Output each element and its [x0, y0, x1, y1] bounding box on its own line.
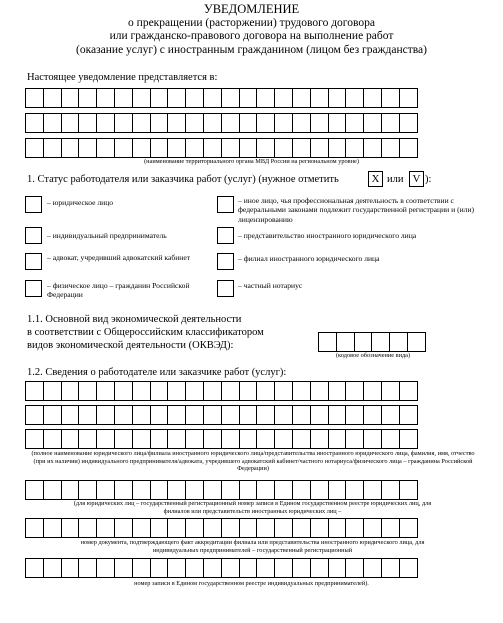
- grid-cell[interactable]: [381, 113, 400, 133]
- grid-cell[interactable]: [381, 480, 400, 500]
- grid-cell[interactable]: [274, 88, 293, 108]
- grid-cell[interactable]: [114, 405, 133, 425]
- grid-cell[interactable]: [221, 429, 240, 449]
- grid-cell[interactable]: [167, 429, 186, 449]
- checkbox-individual-entrepreneur[interactable]: [25, 227, 42, 244]
- grid-cell[interactable]: [239, 405, 258, 425]
- grid-cell[interactable]: [363, 113, 382, 133]
- grid-cell[interactable]: [239, 480, 258, 500]
- label-individual-entrepreneur: – индивидуальный предприниматель: [47, 231, 167, 240]
- label-representative-office: – представительство иностранного юридического лица: [238, 231, 417, 240]
- grid-cell[interactable]: [167, 113, 186, 133]
- organ-caption: (наименование территориального органа МВД России на региональном уровне): [144, 158, 359, 165]
- grid-cell[interactable]: [363, 138, 382, 158]
- grid-cell[interactable]: [328, 405, 347, 425]
- grid-cell[interactable]: [381, 88, 400, 108]
- section11-line-2: в соответствии с Общероссийским классификатором: [27, 327, 264, 338]
- grid-cell[interactable]: [354, 332, 373, 352]
- grid-cell[interactable]: [292, 558, 311, 578]
- grid-cell[interactable]: [399, 88, 418, 108]
- grid-cell[interactable]: [61, 405, 80, 425]
- mark-v-sample: V: [409, 171, 424, 187]
- grid-cell[interactable]: [256, 113, 275, 133]
- grid-cell[interactable]: [96, 381, 115, 401]
- grid-cell[interactable]: [221, 113, 240, 133]
- grid-cell[interactable]: [274, 405, 293, 425]
- grid-cell[interactable]: [239, 429, 258, 449]
- okved-grid[interactable]: [318, 332, 426, 352]
- employer-name-grid-2[interactable]: [25, 405, 418, 425]
- grid-cell[interactable]: [96, 138, 115, 158]
- grid-cell[interactable]: [292, 88, 311, 108]
- grid-cell[interactable]: [150, 558, 169, 578]
- grid-cell[interactable]: [345, 405, 364, 425]
- grid-cell[interactable]: [274, 558, 293, 578]
- grid-cell[interactable]: [328, 518, 347, 538]
- grid-cell[interactable]: [328, 429, 347, 449]
- grid-cell[interactable]: [185, 518, 204, 538]
- grid-cell[interactable]: [25, 88, 44, 108]
- grid-cell[interactable]: [256, 88, 275, 108]
- grid-cell[interactable]: [381, 429, 400, 449]
- grid-cell[interactable]: [221, 138, 240, 158]
- grid-cell[interactable]: [61, 88, 80, 108]
- accreditation-caption: номер документа, подтверждающего факт аккредитации филиала или представительства иностранного юридического лица, для индивидуальных предпринимателей – государственный регистрационный: [80, 539, 425, 554]
- grid-cell[interactable]: [256, 381, 275, 401]
- grid-cell[interactable]: [43, 429, 62, 449]
- title-line-4: (оказание услуг) с иностранным гражданином (лицом без гражданства): [76, 43, 427, 56]
- grid-cell[interactable]: [274, 381, 293, 401]
- grid-cell[interactable]: [78, 558, 97, 578]
- grid-cell[interactable]: [150, 405, 169, 425]
- grid-cell[interactable]: [363, 405, 382, 425]
- grid-cell[interactable]: [328, 480, 347, 500]
- grid-cell[interactable]: [399, 558, 418, 578]
- employer-name-grid-3[interactable]: [25, 429, 418, 449]
- grid-cell[interactable]: [167, 518, 186, 538]
- grid-cell[interactable]: [114, 518, 133, 538]
- grid-cell[interactable]: [43, 518, 62, 538]
- grid-cell[interactable]: [96, 113, 115, 133]
- grid-cell[interactable]: [114, 138, 133, 158]
- grid-cell[interactable]: [318, 332, 337, 352]
- grid-cell[interactable]: [185, 138, 204, 158]
- grid-cell[interactable]: [167, 480, 186, 500]
- grid-cell[interactable]: [328, 138, 347, 158]
- grid-cell[interactable]: [239, 138, 258, 158]
- egrip-grid[interactable]: [25, 558, 418, 578]
- grid-cell[interactable]: [203, 88, 222, 108]
- grid-cell[interactable]: [292, 518, 311, 538]
- grid-cell[interactable]: [43, 113, 62, 133]
- grid-cell[interactable]: [399, 138, 418, 158]
- grid-cell[interactable]: [381, 558, 400, 578]
- grid-cell[interactable]: [114, 88, 133, 108]
- label-notary: – частный нотариус: [238, 281, 303, 290]
- grid-cell[interactable]: [25, 429, 44, 449]
- grid-cell[interactable]: [167, 138, 186, 158]
- grid-cell[interactable]: [132, 429, 151, 449]
- grid-cell[interactable]: [96, 558, 115, 578]
- grid-cell[interactable]: [239, 113, 258, 133]
- okved-caption: (кодовое обозначение вида): [335, 352, 411, 359]
- grid-cell[interactable]: [310, 405, 329, 425]
- grid-cell[interactable]: [185, 88, 204, 108]
- grid-cell[interactable]: [203, 138, 222, 158]
- grid-cell[interactable]: [336, 332, 355, 352]
- grid-cell[interactable]: [61, 558, 80, 578]
- grid-cell[interactable]: [78, 88, 97, 108]
- grid-cell[interactable]: [61, 429, 80, 449]
- grid-cell[interactable]: [371, 332, 390, 352]
- grid-cell[interactable]: [399, 381, 418, 401]
- grid-cell[interactable]: [25, 138, 44, 158]
- grid-cell[interactable]: [61, 480, 80, 500]
- grid-cell[interactable]: [310, 381, 329, 401]
- grid-cell[interactable]: [363, 88, 382, 108]
- section1-text: 1. Статус работодателя или заказчика работ (услуг) (нужное отметить: [27, 174, 339, 185]
- grid-cell[interactable]: [78, 381, 97, 401]
- grid-cell[interactable]: [43, 558, 62, 578]
- grid-cell[interactable]: [78, 405, 97, 425]
- grid-cell[interactable]: [292, 138, 311, 158]
- grid-cell[interactable]: [363, 558, 382, 578]
- title-line-1: УВЕДОМЛЕНИЕ: [203, 2, 300, 16]
- grid-cell[interactable]: [150, 113, 169, 133]
- organ-grid-row-3[interactable]: [25, 138, 418, 158]
- grid-cell[interactable]: [274, 518, 293, 538]
- grid-cell[interactable]: [150, 429, 169, 449]
- grid-cell[interactable]: [363, 381, 382, 401]
- grid-cell[interactable]: [274, 480, 293, 500]
- grid-cell[interactable]: [96, 518, 115, 538]
- grid-cell[interactable]: [292, 405, 311, 425]
- grid-cell[interactable]: [132, 113, 151, 133]
- grid-cell[interactable]: [150, 480, 169, 500]
- grid-cell[interactable]: [25, 558, 44, 578]
- grid-cell[interactable]: [132, 518, 151, 538]
- grid-cell[interactable]: [221, 480, 240, 500]
- grid-cell[interactable]: [363, 518, 382, 538]
- grid-cell[interactable]: [43, 88, 62, 108]
- grid-cell[interactable]: [185, 381, 204, 401]
- grid-cell[interactable]: [328, 88, 347, 108]
- grid-cell[interactable]: [25, 381, 44, 401]
- mark-x-sample: X: [368, 171, 383, 187]
- label-lawyer: – адвокат, учредивший адвокатский кабинет: [47, 253, 191, 262]
- grid-cell[interactable]: [167, 88, 186, 108]
- grid-cell[interactable]: [61, 113, 80, 133]
- grid-cell[interactable]: [381, 518, 400, 538]
- grid-cell[interactable]: [203, 518, 222, 538]
- section11-line-1: 1.1. Основной вид экономической деятельности: [27, 314, 242, 325]
- grid-cell[interactable]: [43, 381, 62, 401]
- title-line-3: или гражданско-правового договора на выполнение работ: [109, 30, 394, 42]
- grid-cell[interactable]: [25, 113, 44, 133]
- title-line-2: о прекращении (расторжении) трудового договора: [128, 16, 375, 29]
- grid-cell[interactable]: [221, 381, 240, 401]
- grid-cell[interactable]: [345, 381, 364, 401]
- grid-cell[interactable]: [292, 429, 311, 449]
- grid-cell[interactable]: [310, 558, 329, 578]
- grid-cell[interactable]: [399, 518, 418, 538]
- grid-cell[interactable]: [274, 429, 293, 449]
- grid-cell[interactable]: [96, 405, 115, 425]
- grid-cell[interactable]: [381, 405, 400, 425]
- grid-cell[interactable]: [203, 113, 222, 133]
- grid-cell[interactable]: [292, 381, 311, 401]
- grid-cell[interactable]: [78, 480, 97, 500]
- grid-cell[interactable]: [78, 518, 97, 538]
- grid-cell[interactable]: [96, 429, 115, 449]
- section1-close: ):: [425, 174, 432, 185]
- grid-cell[interactable]: [363, 429, 382, 449]
- organ-grid-row-2[interactable]: [25, 113, 418, 133]
- employer-name-caption: (полное наименование юридического лица/филиала иностранного юридического лица/представительства иностранного юридического лица, фамилия, имя, отчество (при их наличии) индивидуального предпринимателя/адвоката, учредившего адвокатский кабинет/частного нотариуса/физического лица – гражданина Российской Федерации): [31, 450, 475, 473]
- grid-cell[interactable]: [239, 558, 258, 578]
- grid-cell[interactable]: [256, 429, 275, 449]
- label-citizen: – физическое лицо – гражданин Российской Федерации: [47, 281, 190, 300]
- grid-cell[interactable]: [167, 381, 186, 401]
- checkbox-foreign-branch[interactable]: [217, 253, 234, 270]
- grid-cell[interactable]: [256, 138, 275, 158]
- grid-cell[interactable]: [185, 558, 204, 578]
- ogrn-grid[interactable]: [25, 480, 418, 500]
- grid-cell[interactable]: [345, 480, 364, 500]
- grid-cell[interactable]: [43, 405, 62, 425]
- grid-cell[interactable]: [345, 113, 364, 133]
- grid-cell[interactable]: [150, 381, 169, 401]
- grid-cell[interactable]: [167, 558, 186, 578]
- grid-cell[interactable]: [114, 480, 133, 500]
- grid-cell[interactable]: [256, 405, 275, 425]
- section12-heading: 1.2. Сведения о работодателе или заказчике работ (услуг):: [27, 367, 287, 378]
- grid-cell[interactable]: [114, 558, 133, 578]
- grid-cell[interactable]: [292, 113, 311, 133]
- grid-cell[interactable]: [399, 405, 418, 425]
- grid-cell[interactable]: [114, 381, 133, 401]
- grid-cell[interactable]: [43, 480, 62, 500]
- checkbox-other-person[interactable]: [217, 196, 234, 213]
- grid-cell[interactable]: [25, 405, 44, 425]
- grid-cell[interactable]: [132, 558, 151, 578]
- grid-cell[interactable]: [167, 405, 186, 425]
- grid-cell[interactable]: [221, 405, 240, 425]
- grid-cell[interactable]: [399, 113, 418, 133]
- grid-cell[interactable]: [345, 518, 364, 538]
- grid-cell[interactable]: [61, 518, 80, 538]
- label-other-person: – иное лицо, чья профессиональная деятельность в соответствии с федеральными законами подлежит государственной регистрации и (или) лицензированию: [238, 196, 475, 224]
- grid-cell[interactable]: [185, 429, 204, 449]
- checkbox-lawyer[interactable]: [25, 253, 42, 270]
- grid-cell[interactable]: [132, 381, 151, 401]
- grid-cell[interactable]: [78, 429, 97, 449]
- grid-cell[interactable]: [345, 429, 364, 449]
- egrip-caption: номер записи в Едином государственном реестре индивидуальных предпринимателей).: [134, 580, 369, 587]
- grid-cell[interactable]: [274, 113, 293, 133]
- grid-cell[interactable]: [61, 381, 80, 401]
- grid-cell[interactable]: [25, 518, 44, 538]
- accreditation-grid[interactable]: [25, 518, 418, 538]
- grid-cell[interactable]: [239, 381, 258, 401]
- grid-cell[interactable]: [399, 429, 418, 449]
- grid-cell[interactable]: [114, 113, 133, 133]
- grid-cell[interactable]: [221, 558, 240, 578]
- grid-cell[interactable]: [310, 88, 329, 108]
- grid-cell[interactable]: [203, 381, 222, 401]
- grid-cell[interactable]: [221, 518, 240, 538]
- grid-cell[interactable]: [328, 558, 347, 578]
- grid-cell[interactable]: [389, 332, 408, 352]
- grid-cell[interactable]: [43, 138, 62, 158]
- checkbox-notary[interactable]: [217, 280, 234, 297]
- section11-line-3: видов экономической деятельности (ОКВЭД):: [27, 340, 234, 351]
- grid-cell[interactable]: [132, 405, 151, 425]
- grid-cell[interactable]: [381, 381, 400, 401]
- grid-cell[interactable]: [150, 518, 169, 538]
- grid-cell[interactable]: [150, 138, 169, 158]
- grid-cell[interactable]: [256, 518, 275, 538]
- intro-text: Настоящее уведомление представляется в:: [27, 72, 218, 83]
- checkbox-citizen[interactable]: [25, 280, 42, 297]
- grid-cell[interactable]: [310, 480, 329, 500]
- grid-cell[interactable]: [78, 138, 97, 158]
- grid-cell[interactable]: [310, 138, 329, 158]
- grid-cell[interactable]: [328, 113, 347, 133]
- grid-cell[interactable]: [239, 88, 258, 108]
- grid-cell[interactable]: [363, 480, 382, 500]
- grid-cell[interactable]: [150, 88, 169, 108]
- grid-cell[interactable]: [78, 113, 97, 133]
- grid-cell[interactable]: [185, 405, 204, 425]
- grid-cell[interactable]: [407, 332, 426, 352]
- grid-cell[interactable]: [256, 480, 275, 500]
- grid-cell[interactable]: [328, 381, 347, 401]
- grid-cell[interactable]: [345, 138, 364, 158]
- grid-cell[interactable]: [25, 480, 44, 500]
- employer-name-grid-1[interactable]: [25, 381, 418, 401]
- grid-cell[interactable]: [132, 480, 151, 500]
- grid-cell[interactable]: [185, 480, 204, 500]
- grid-cell[interactable]: [203, 429, 222, 449]
- grid-cell[interactable]: [274, 138, 293, 158]
- organ-grid-row-1[interactable]: [25, 88, 418, 108]
- label-foreign-branch: – филиал иностранного юридического лица: [238, 254, 380, 263]
- grid-cell[interactable]: [310, 429, 329, 449]
- ogrn-caption: (для юридических лиц – государственный регистрационный номер записи в Едином государственном реестре юридических лиц, для филиалов или представительств иностранных юридических лиц –: [73, 500, 432, 515]
- grid-cell[interactable]: [239, 518, 258, 538]
- grid-cell[interactable]: [345, 88, 364, 108]
- grid-cell[interactable]: [132, 88, 151, 108]
- grid-cell[interactable]: [132, 138, 151, 158]
- label-legal-entity: – юридическое лицо: [47, 198, 114, 207]
- grid-cell[interactable]: [203, 405, 222, 425]
- grid-cell[interactable]: [96, 480, 115, 500]
- grid-cell[interactable]: [292, 480, 311, 500]
- grid-cell[interactable]: [310, 113, 329, 133]
- grid-cell[interactable]: [256, 558, 275, 578]
- checkbox-representative-office[interactable]: [217, 227, 234, 244]
- grid-cell[interactable]: [345, 558, 364, 578]
- grid-cell[interactable]: [310, 518, 329, 538]
- checkbox-legal-entity[interactable]: [25, 196, 42, 213]
- grid-cell[interactable]: [114, 429, 133, 449]
- section1-or: или: [387, 174, 404, 185]
- document-title: [0, 3, 503, 57]
- grid-cell[interactable]: [185, 113, 204, 133]
- grid-cell[interactable]: [96, 88, 115, 108]
- grid-cell[interactable]: [61, 138, 80, 158]
- grid-cell[interactable]: [399, 480, 418, 500]
- grid-cell[interactable]: [381, 138, 400, 158]
- grid-cell[interactable]: [203, 558, 222, 578]
- grid-cell[interactable]: [203, 480, 222, 500]
- grid-cell[interactable]: [221, 88, 240, 108]
